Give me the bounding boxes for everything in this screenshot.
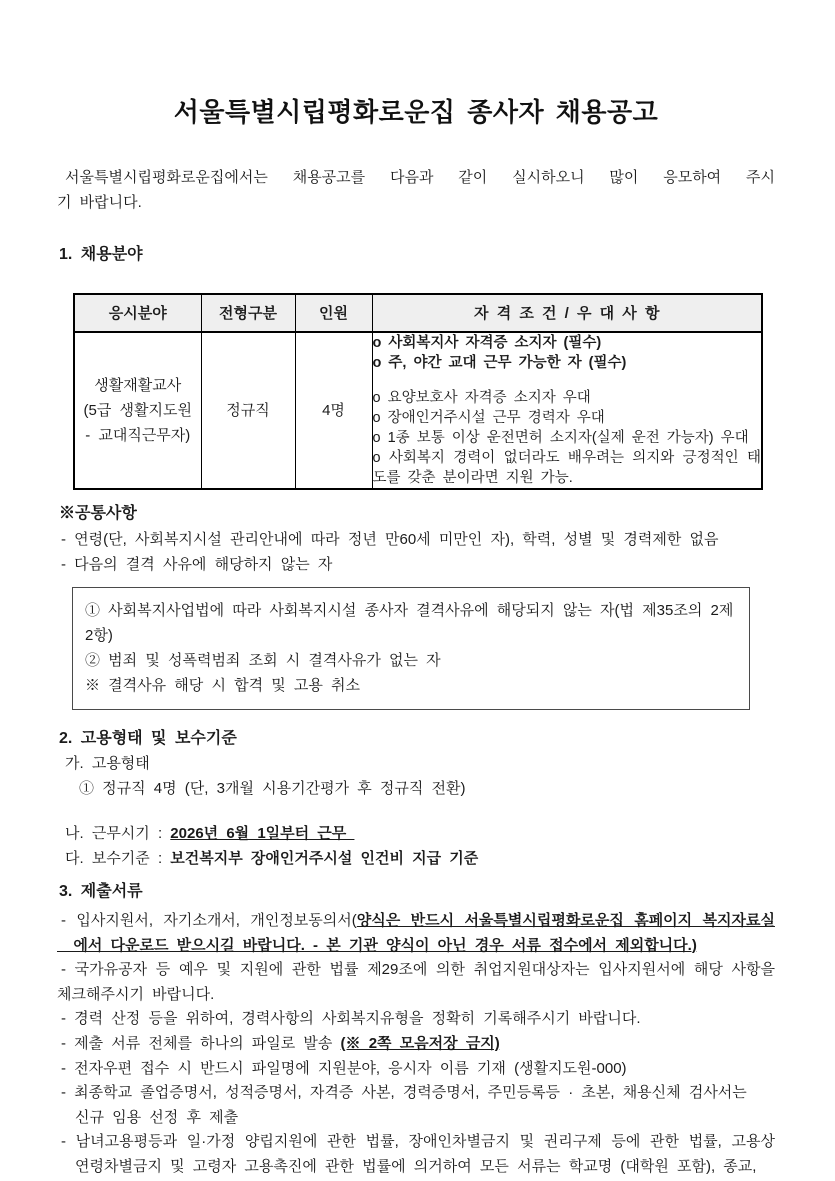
- intro-line: 서울특별시립평화로운집에서는 채용공고를 다음과 같이 실시하오니 많이 응모하여 주시: [65, 169, 775, 186]
- page-title: 서울특별시립평화로운집 종사자 채용공고: [173, 97, 659, 127]
- qualification-preferred: o 사회복지 경력이 없더라도 배우려는 의지와 긍정적인 태도를 갖춘 분이라면 지원 가능.: [372, 450, 761, 486]
- position-line: (5급 생활지도원: [83, 402, 192, 419]
- documents-item-text: - 입사지원서, 자기소개서, 개인정보동의서(: [61, 912, 357, 929]
- disqualification-item: ① 사회복지사업법에 따라 사회복지시설 종사자 결격사유에 해당되지 않는 자(법 제35조의 2제2항): [85, 602, 734, 644]
- col-header-headcount: 인원: [295, 294, 372, 332]
- common-requirement-item: - 다음의 결격 사유에 해당하지 않는 자: [61, 556, 333, 573]
- common-requirement-item: - 연령(단, 사회복지시설 관리안내에 따라 정년 만60세 미만인 자), 학력, 성별 및 경력제한 없음: [61, 531, 719, 548]
- work-start-value: 2026년 6월 1일부터 근무: [170, 825, 355, 842]
- cell-headcount: 4명: [295, 332, 372, 489]
- qualification-preferred: o 1종 보통 이상 운전면허 소지자(실제 운전 가능자) 우대: [372, 430, 749, 446]
- documents-item: - 경력 산정 등을 위하여, 경력사항의 사회복지유형을 정확히 기록해주시기 바랍니다.: [61, 1010, 641, 1028]
- documents-item-continuation: [57, 934, 775, 959]
- position-line: - 교대직근무자): [85, 427, 191, 444]
- pay-standard-value: 보건복지부 장애인거주시설 인건비 지급 기준: [170, 850, 479, 867]
- section-heading-employment: 2. 고용형태 및 보수기준: [59, 730, 237, 747]
- documents-item-continuation: 연령차별금지 및 고령자 고용촉진에 관한 법률에 의거하여 모든 서류는 학교명 (대학원 포함), 종교,: [75, 1157, 757, 1175]
- disqualification-box: [72, 587, 750, 710]
- common-requirements-list: [57, 527, 775, 577]
- employment-sub-a: 가. 고용형태: [65, 755, 150, 772]
- documents-item-continuation: 신규 임용 선정 후 제출: [75, 1108, 239, 1126]
- documents-item-emphasis: (※ 2쪽 모음저장 금지): [340, 1034, 500, 1052]
- documents-item: - 국가유공자 등 예우 및 지원에 관한 법률 제29조에 의한 취업지원대상자는 입사지원서에 해당 사항을: [61, 961, 775, 979]
- cell-qualifications: [372, 332, 762, 489]
- documents-item: - 전자우편 접수 시 반드시 파일명에 지원분야, 응시자 이름 기재 (생활지도원-000): [61, 1059, 627, 1077]
- pay-standard-label: 다. 보수기준 :: [65, 850, 171, 867]
- documents-item: - 최종학교 졸업증명서, 성적증명서, 자격증 사본, 경력증명서, 주민등록등 · 초본, 채용신체 검사서는: [61, 1084, 747, 1102]
- qualification-preferred: o 장애인거주시설 근무 경력자 우대: [372, 410, 605, 426]
- qualification-preferred: o 요양보호사 자격증 소지자 우대: [372, 390, 591, 406]
- col-header-selection-type: 전형구분: [201, 294, 295, 332]
- intro-line: 기 바랍니다.: [57, 194, 142, 211]
- table-header-row: [74, 294, 762, 332]
- position-line: 생활재활교사: [94, 377, 182, 394]
- documents-item-emphasis: 에서 다운로드 받으시길 바랍니다. - 본 기관 양식이 아닌 경우 서류 접수에서 제외합니다.): [57, 936, 697, 954]
- documents-item: - 남녀고용평등과 일·가정 양립지원에 관한 법률, 장애인차별금지 및 권리구제 등에 관한 법률, 고용상: [61, 1133, 775, 1151]
- documents-item-emphasis: 양식은 반드시 서울특별시립평화로운집 홈페이지 복지자료실: [356, 912, 775, 929]
- work-start-line: [57, 821, 775, 846]
- disqualification-item: ※ 결격사유 해당 시 합격 및 고용 취소: [85, 677, 361, 694]
- table-row: [74, 332, 762, 489]
- documents-item-text: - 제출 서류 전체를 하나의 파일로 발송: [61, 1034, 341, 1052]
- cell-employment-type: 정규직: [201, 332, 295, 489]
- qualification-required: o 사회복지사 자격증 소지자 (필수): [372, 335, 602, 351]
- documents-list: [57, 909, 775, 1180]
- documents-item: [57, 1032, 775, 1057]
- common-requirements-heading: ※공통사항: [59, 505, 137, 522]
- section-heading-recruit-field: 1. 채용분야: [59, 246, 143, 263]
- section-heading-documents: 3. 제출서류: [59, 883, 143, 900]
- cell-position: [74, 332, 201, 489]
- col-header-position: 응시분야: [74, 294, 201, 332]
- intro-paragraph: [57, 165, 775, 215]
- recruit-table: [73, 293, 763, 490]
- col-header-qualifications: 자 격 조 건 / 우 대 사 항: [372, 294, 762, 332]
- documents-item-continuation: 체크해주시기 바랍니다.: [57, 985, 215, 1003]
- disqualification-item: ② 범죄 및 성폭력범죄 조회 시 결격사유가 없는 자: [85, 652, 441, 669]
- employment-sub-a-item: ① 정규직 4명 (단, 3개월 시용기간평가 후 정규직 전환): [79, 780, 466, 797]
- qualification-spacer: [373, 373, 762, 388]
- qualification-required: o 주, 야간 교대 근무 가능한 자 (필수): [372, 355, 627, 371]
- pay-standard-line: [57, 846, 775, 871]
- documents-item: [57, 909, 775, 934]
- work-start-label: 나. 근무시기 :: [65, 825, 171, 842]
